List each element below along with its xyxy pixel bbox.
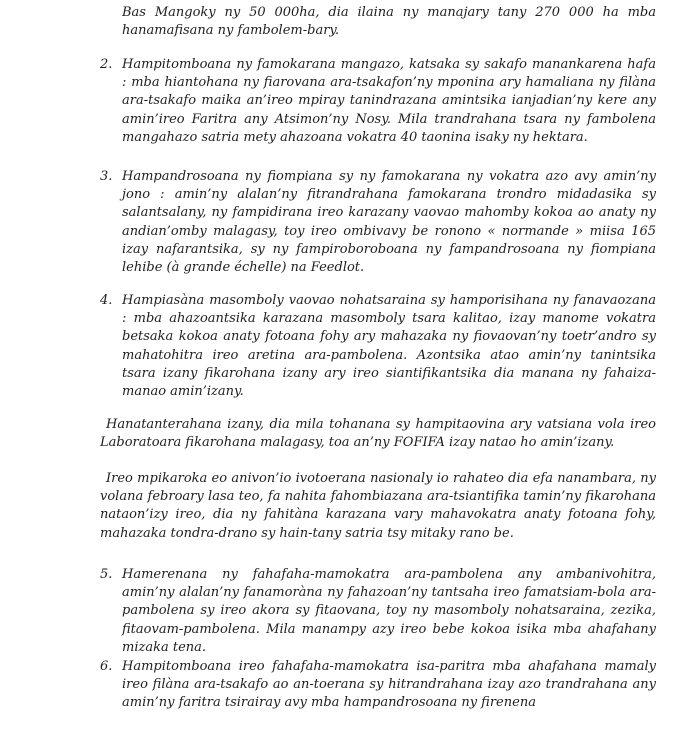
list-item-text: Hampiasàna masomboly vaovao nohatsaraina sy hamporisihana ny fanavaozana : mba ahazoantsika karazana masomboly tsara kalitao, izay manome vokatra betsaka kokoa anaty fotoana fohy ary mahazaka ny fiovaovan’ny toetr’andro sy mahatohitra ireo aretina ara-pambolena. Azontsika atao amin’ny tanintsika tsara izany fikarohana izany ary ireo siantifikantsika dia manana ny fahaiza-manao amin’izany. bbox=[122, 293, 656, 400]
list-item-text: Hampitomboana ny famokarana mangazo, katsaka sy sakafo manankarena hafa : mba hiantohana ny fiarovana ara-tsakafon’ny mponina ary hamaliana ny filàna ara-tsakafo maika an’ireo mpiray tanindrazana amintsika ianjadian’ny kere any amin’ireo Faritra any Atsimon’ny Nosy. Mila trandrahana tsara ny fambolena mangahazo satria mety ahazoana vokatra 40 taonina isaky ny hektara. bbox=[122, 57, 656, 145]
list-item-number: 3. bbox=[100, 169, 113, 184]
list-item-text: Hamerenana ny fahafaha-mamokatra ara-pambolena any ambanivohitra, amin’ny alalan’ny fanamoràna ny fahazoan’ny tantsaha ireo famatsiam-bola ara-pambolena sy ireo akora sy fitaovana, toy ny masomboly nohatsaraina, zezika, fitaovam-pambolena. Mila manampy azy ireo bebe kokoa isika mba ahafahany mizaka tena. bbox=[122, 567, 656, 655]
body-paragraph: Hanatanterahana izany, dia mila tohanana sy hampitaovina ary vatsiana vola ireo Laboratoara fikarohana malagasy, toa an’ny FOFIFA izay natao ho amin’izany. bbox=[100, 417, 656, 451]
list-item-text: Hampitomboana ireo fahafaha-mamokatra isa-paritra mba ahafahana mamaly ireo filàna ara-tsakafo ao an-toerana sy hitrandrahana izay azo trandrahana any amin’ny faritra tsirairay avy mba hampandrosoana ny firenena bbox=[122, 659, 656, 711]
body-paragraph: Ireo mpikaroka eo anivon’io ivotoerana nasionaly io rahateo dia efa nanambara, ny volana febroary lasa teo, fa nahita fahombiazana ara-tsiantifika tamin’ny fikarohana nataon’izy ireo, dia ny fahitàna karazana vary mahavokatra anaty fotoana fohy, mahazaka tondra-drano sy hain-tany satria tsy mitaky rano be. bbox=[100, 471, 656, 541]
list-item-number: 6. bbox=[100, 659, 113, 674]
list-item-text: Hampandrosoana ny fiompiana sy ny famokarana ny vokatra azo avy amin’ny jono : amin’ny alalan’ny fitrandrahana famokarana trondro midadasika sy salantsalany, ny fampidirana ireo karazany vaovao mahomby kokoa ao anaty ny andian’omby malagasy, toy ireo ombivavy be ronono « normande » miisa 165 izay nafarantsika, sy ny fampiroboroboana ny fampandrosoana ny fiompiana lehibe (à grande échelle) na Feedlot. bbox=[122, 169, 656, 276]
continuation-paragraph: Bas Mangoky ny 50 000ha, dia ilaina ny manajary tany 270 000 ha mba hanamafisana ny fambolem-bary. bbox=[122, 5, 656, 39]
list-item-number: 2. bbox=[100, 57, 113, 72]
list-item-number: 5. bbox=[100, 567, 113, 582]
list-item-number: 4. bbox=[100, 293, 113, 308]
